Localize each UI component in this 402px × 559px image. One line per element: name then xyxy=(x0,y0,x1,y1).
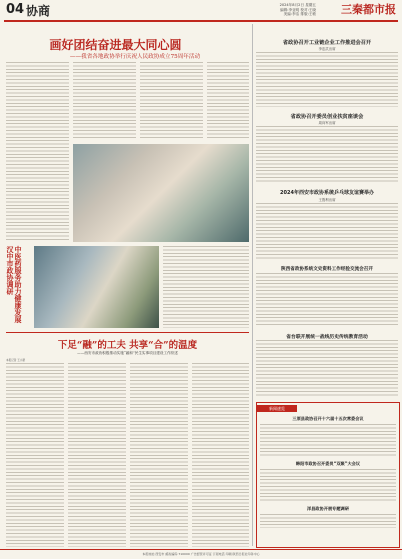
survey-text xyxy=(163,246,249,328)
brief-item-body xyxy=(260,469,396,503)
meta-line: 美编:李洁 排版:王敏 xyxy=(283,12,316,17)
meta-line: 编辑:李亚明 校对:王晓 xyxy=(280,7,316,12)
right-article-5-title: 省台联开展统一战线历史传统教育活动 xyxy=(286,335,368,340)
right-article-2-title: 省政协召开委员创业扶贫座谈会 xyxy=(290,114,364,120)
meta-line: 2024年8月2日 星期五 xyxy=(279,3,316,7)
brief-item-title: 韩阳市政协召开委员“双聚”大会议 xyxy=(295,461,361,466)
brief-item-title: 洋县政协开展专题调研 xyxy=(307,506,349,511)
feature-subtitle: ——西安市政协积极推动实施“融和”民生实事项目建设工作综述 xyxy=(77,351,178,355)
section-name: 协商 xyxy=(26,4,51,18)
column-rule xyxy=(252,24,253,546)
right-article-3-title: 2024年西安市政协系统乒乓球友谊赛举办 xyxy=(280,190,374,196)
lead-subtitle: ——我省各地政协举行庆祝人民政协成立75周年活动 xyxy=(69,54,201,60)
lead-body-col-3 xyxy=(140,62,203,140)
issue-meta xyxy=(256,3,316,17)
right-article-2-body xyxy=(256,126,398,184)
right-article-4-title: 陕西省政协系统文史资料工作经验交流会召开 xyxy=(281,267,373,272)
right-article-2-subtitle: 周向军出席 xyxy=(318,121,336,125)
masthead-logo: 三秦都市报 xyxy=(341,3,396,16)
feature-col-1 xyxy=(6,363,64,547)
section-divider xyxy=(6,332,249,333)
survey-photo xyxy=(34,246,159,328)
lead-body-col-2 xyxy=(73,62,136,140)
feature-col-2 xyxy=(68,363,126,547)
lead-title: 画好团结奋进最大同心圆 xyxy=(49,38,182,52)
lead-body-col-4 xyxy=(207,62,249,140)
page-number: 04 xyxy=(6,2,25,17)
header-rule xyxy=(4,20,398,22)
right-article-3-subtitle: 王胜利出席 xyxy=(318,198,336,202)
vertical-label-block xyxy=(6,246,32,328)
vertical-label: 中医药服务助力健康发展 汉中市政协调研 xyxy=(6,246,23,323)
brief-item-body xyxy=(260,514,396,528)
feature-col-3 xyxy=(130,363,188,547)
right-article-3-body xyxy=(256,203,398,261)
page-footer: 本报地址:西安市 邮政编码:710000 广告经营许可证 订阅电话 印刷:陕西日报社印务中心 xyxy=(0,549,402,559)
brief-box xyxy=(256,402,400,548)
right-article-1-title: 省政协召开工业链企业工作推进会召开 xyxy=(282,40,372,46)
right-article-4-body xyxy=(256,273,398,327)
brief-box-header: 新闻速览 xyxy=(257,405,297,412)
right-article-1-body xyxy=(256,52,398,107)
lead-body-col-1 xyxy=(6,62,69,242)
lead-photo xyxy=(73,144,249,242)
right-article-1-subtitle: 李忠武出席 xyxy=(318,47,336,51)
feature-col-4 xyxy=(192,363,249,547)
right-article-5-body xyxy=(256,340,398,398)
feature-title: 下足“融”的工夫 共享“合”的温度 xyxy=(57,340,198,351)
brief-item-title: 三原县政协召开十六届十五次常委会议 xyxy=(292,416,364,421)
feature-byline: 本报记者 王小蒙 xyxy=(6,359,25,362)
brief-item-body xyxy=(260,424,396,458)
